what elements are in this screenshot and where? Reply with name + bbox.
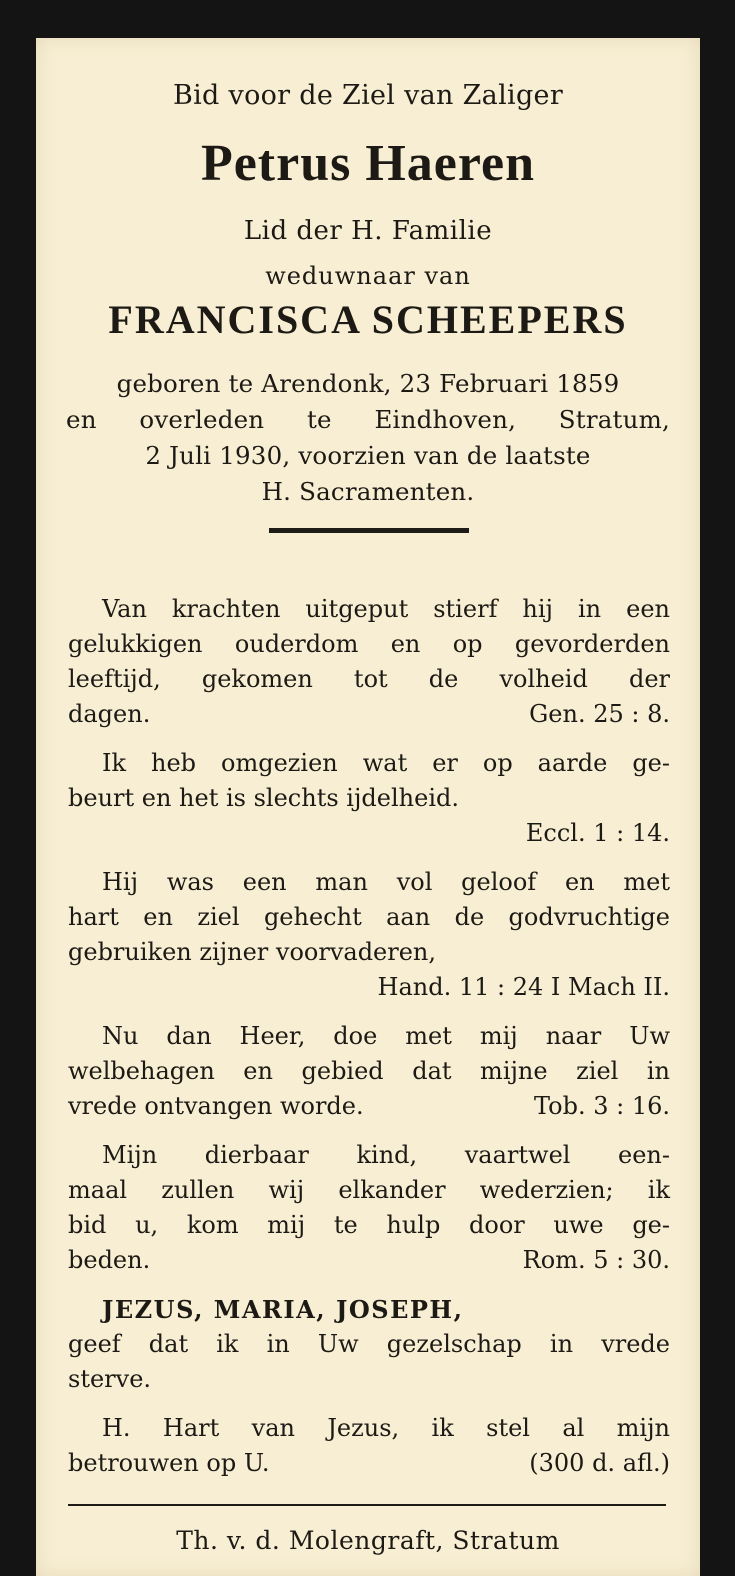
spouse-name: FRANCISCA SCHEEPERS	[108, 297, 628, 342]
verse-line: H. Hart van Jezus, ik stel al mijn	[102, 1414, 670, 1442]
verse-line: beurt en het is slechts ijdelheid.	[68, 784, 459, 812]
verse-line: Van krachten uitgeput stierf hij in een	[102, 595, 670, 623]
verse-line: bid u, kom mij te hulp door uwe ge-	[68, 1211, 670, 1239]
verse-line: leeftijd, gekomen tot de volheid der	[68, 665, 670, 693]
verse	[68, 1138, 670, 1278]
verse-line: sterve.	[68, 1365, 152, 1393]
verse-line	[68, 1089, 670, 1124]
printer-credit: Th. v. d. Molengraft, Stratum	[176, 1526, 560, 1555]
verse	[68, 592, 670, 732]
divider-short	[269, 528, 469, 533]
verse-line: Nu dan Heer, doe met mij naar Uw	[102, 1022, 670, 1050]
verse	[68, 865, 670, 1005]
verse-line: Hij was een man vol geloof en met	[102, 868, 670, 896]
verse-text: dagen.	[68, 700, 151, 728]
scripture-reference: Eccl. 1 : 14.	[525, 819, 670, 847]
verse-line	[68, 697, 670, 732]
verse-line: hart en ziel gehecht aan de godvruchtige	[68, 903, 670, 931]
verse-line: geef dat ik in Uw gezelschap in vrede	[68, 1330, 670, 1358]
verse-line: Mijn dierbaar kind, vaartwel een-	[102, 1141, 670, 1169]
bio-line: en overleden te Eindhoven, Stratum,	[66, 405, 670, 434]
scripture-reference: Tob. 3 : 16.	[534, 1092, 670, 1120]
scripture-reference: Rom. 5 : 30.	[522, 1246, 670, 1274]
bio-line: 2 Juli 1930, voorzien van de laatste	[145, 441, 591, 470]
verse-line: Ik heb omgezien wat er op aarde ge-	[102, 749, 670, 777]
indulgence-note: (300 d. afl.)	[529, 1449, 670, 1477]
biography	[66, 366, 670, 510]
invocation: JEZUS, MARIA, JOSEPH,	[102, 1295, 464, 1324]
bio-line: geboren te Arendonk, 23 Februari 1859	[116, 369, 620, 398]
verse	[68, 1292, 670, 1397]
scripture-reference: Hand. 11 : 24 I Mach II.	[377, 973, 670, 1001]
verse-line: welbehagen en gebied dat mijne ziel in	[68, 1057, 670, 1085]
divider-long	[68, 1504, 666, 1506]
verse-line: gelukkigen ouderdom en op gevorderden	[68, 630, 670, 658]
verse-line: maal zullen wij elkander wederzien; ik	[68, 1176, 670, 1204]
verses	[68, 592, 670, 1495]
scripture-reference: Gen. 25 : 8.	[529, 700, 670, 728]
verse	[68, 1411, 670, 1481]
verse-line: gebruiken zijner voorvaderen,	[68, 938, 437, 966]
verse-line	[68, 1243, 670, 1278]
verse-text: vrede ontvangen worde.	[68, 1092, 364, 1120]
membership-line: Lid der H. Familie	[243, 216, 493, 246]
widower-line: weduwnaar van	[265, 262, 471, 290]
verse-text: betrouwen op U.	[68, 1449, 270, 1477]
verse	[68, 746, 670, 851]
verse-line	[68, 1446, 670, 1481]
memorial-card	[36, 38, 700, 1576]
verse-text: beden.	[68, 1246, 151, 1274]
deceased-name: Petrus Haeren	[200, 135, 536, 192]
verse	[68, 1019, 670, 1124]
bio-line: H. Sacramenten.	[261, 477, 475, 506]
prayer-intro: Bid voor de Ziel van Zaliger	[172, 80, 564, 111]
